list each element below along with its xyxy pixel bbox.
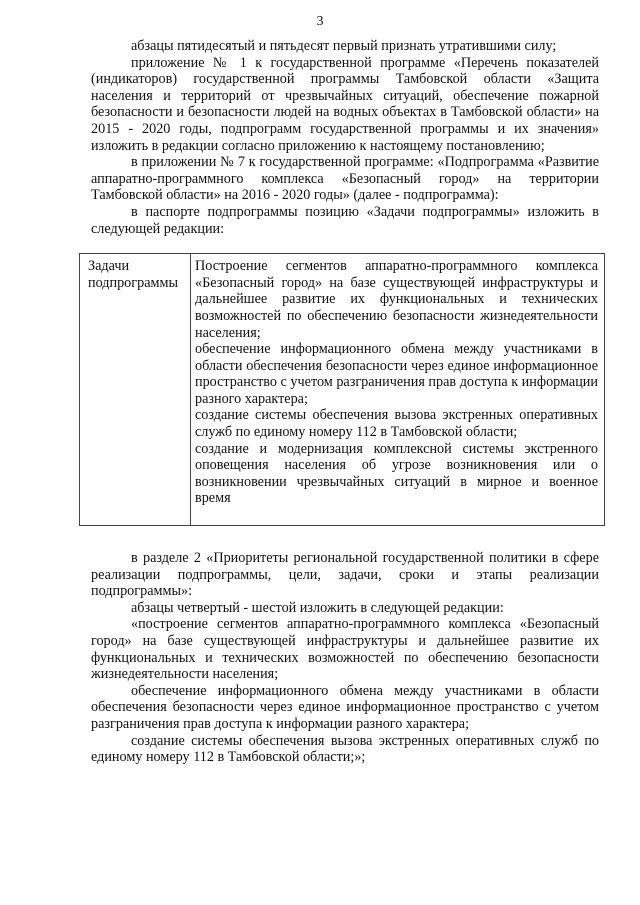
document-body <box>88 38 599 766</box>
task-item: Построение сегментов аппаратно-программного комплекса «Безопасный город» на базе существующей инфраструктуры и дальнейшее развитие их функциональных и технических возможностей по обеспечению безопасности жизнедеятельности населения; <box>195 258 598 341</box>
task-item: обеспечение информационного обмена между участниками в области обеспечения безопасности через единое информационное пространство с учетом разграничения прав доступа к информации разного характера; <box>195 341 598 407</box>
paragraph: в паспорте подпрограммы позицию «Задачи подпрограммы» изложить в следующей редакции: <box>91 203 599 237</box>
table-label-cell: Задачи подпрограммы <box>80 254 191 526</box>
task-item: создание системы обеспечения вызова экстренных оперативных служб по единому номеру 112 в Тамбовской области; <box>195 407 598 441</box>
section-after-table <box>91 550 599 766</box>
paragraph: обеспечение информационного обмена между участниками в области обеспечения безопасности через единое информационное пространство с учетом разграничения прав доступа к информации разного характера; <box>91 682 599 732</box>
page-number: 3 <box>316 14 324 29</box>
table-row <box>80 254 605 526</box>
paragraph: «построение сегментов аппаратно-программного комплекса «Безопасный город» на базе существующей инфраструктуры и дальнейшее развитие их функциональных и технических возможностей по обеспечению безопасности жизнедеятельности населения; <box>91 616 599 683</box>
paragraph: абзацы пятидесятый и пятьдесят первый признать утратившими силу; <box>131 38 557 54</box>
paragraph: в приложении № 7 к государственной программе: «Подпрограмма «Развитие аппаратно-программного комплекса «Безопасный город» на территории Тамбовской области» на 2016 - 2020 годы» (далее - подпрограмма): <box>91 154 599 204</box>
task-item: создание и модернизация комплексной системы экстренного оповещения населения об угрозе возникновения или о возникновении чрезвычайных ситуаций в мирное и военное время <box>195 440 598 507</box>
paragraph: в разделе 2 «Приоритеты региональной государственной политики в сфере реализации подпрограммы, цели, задачи, сроки и этапы реализации подпрограммы»: <box>91 550 599 600</box>
paragraph: создание системы обеспечения вызова экстренных оперативных служб по единому номеру 112 в Тамбовской области;»; <box>91 732 599 766</box>
paragraph: приложение № 1 к государственной программе «Перечень показателей (индикаторов) государственной программы Тамбовской области «Защита населения и территорий от чрезвычайных ситуаций, обеспечение пожарной безопасности и безопасности людей на водных объектах в Тамбовской области» на 2015 - 2020 годы, подпрограмм государственной программы и их значения» изложить в редакции согласно приложению к настоящему постановлению; <box>91 54 599 154</box>
paragraph: абзацы четвертый - шестой изложить в следующей редакции: <box>131 599 504 616</box>
passport-table <box>79 253 605 526</box>
table-value-cell <box>191 254 605 526</box>
